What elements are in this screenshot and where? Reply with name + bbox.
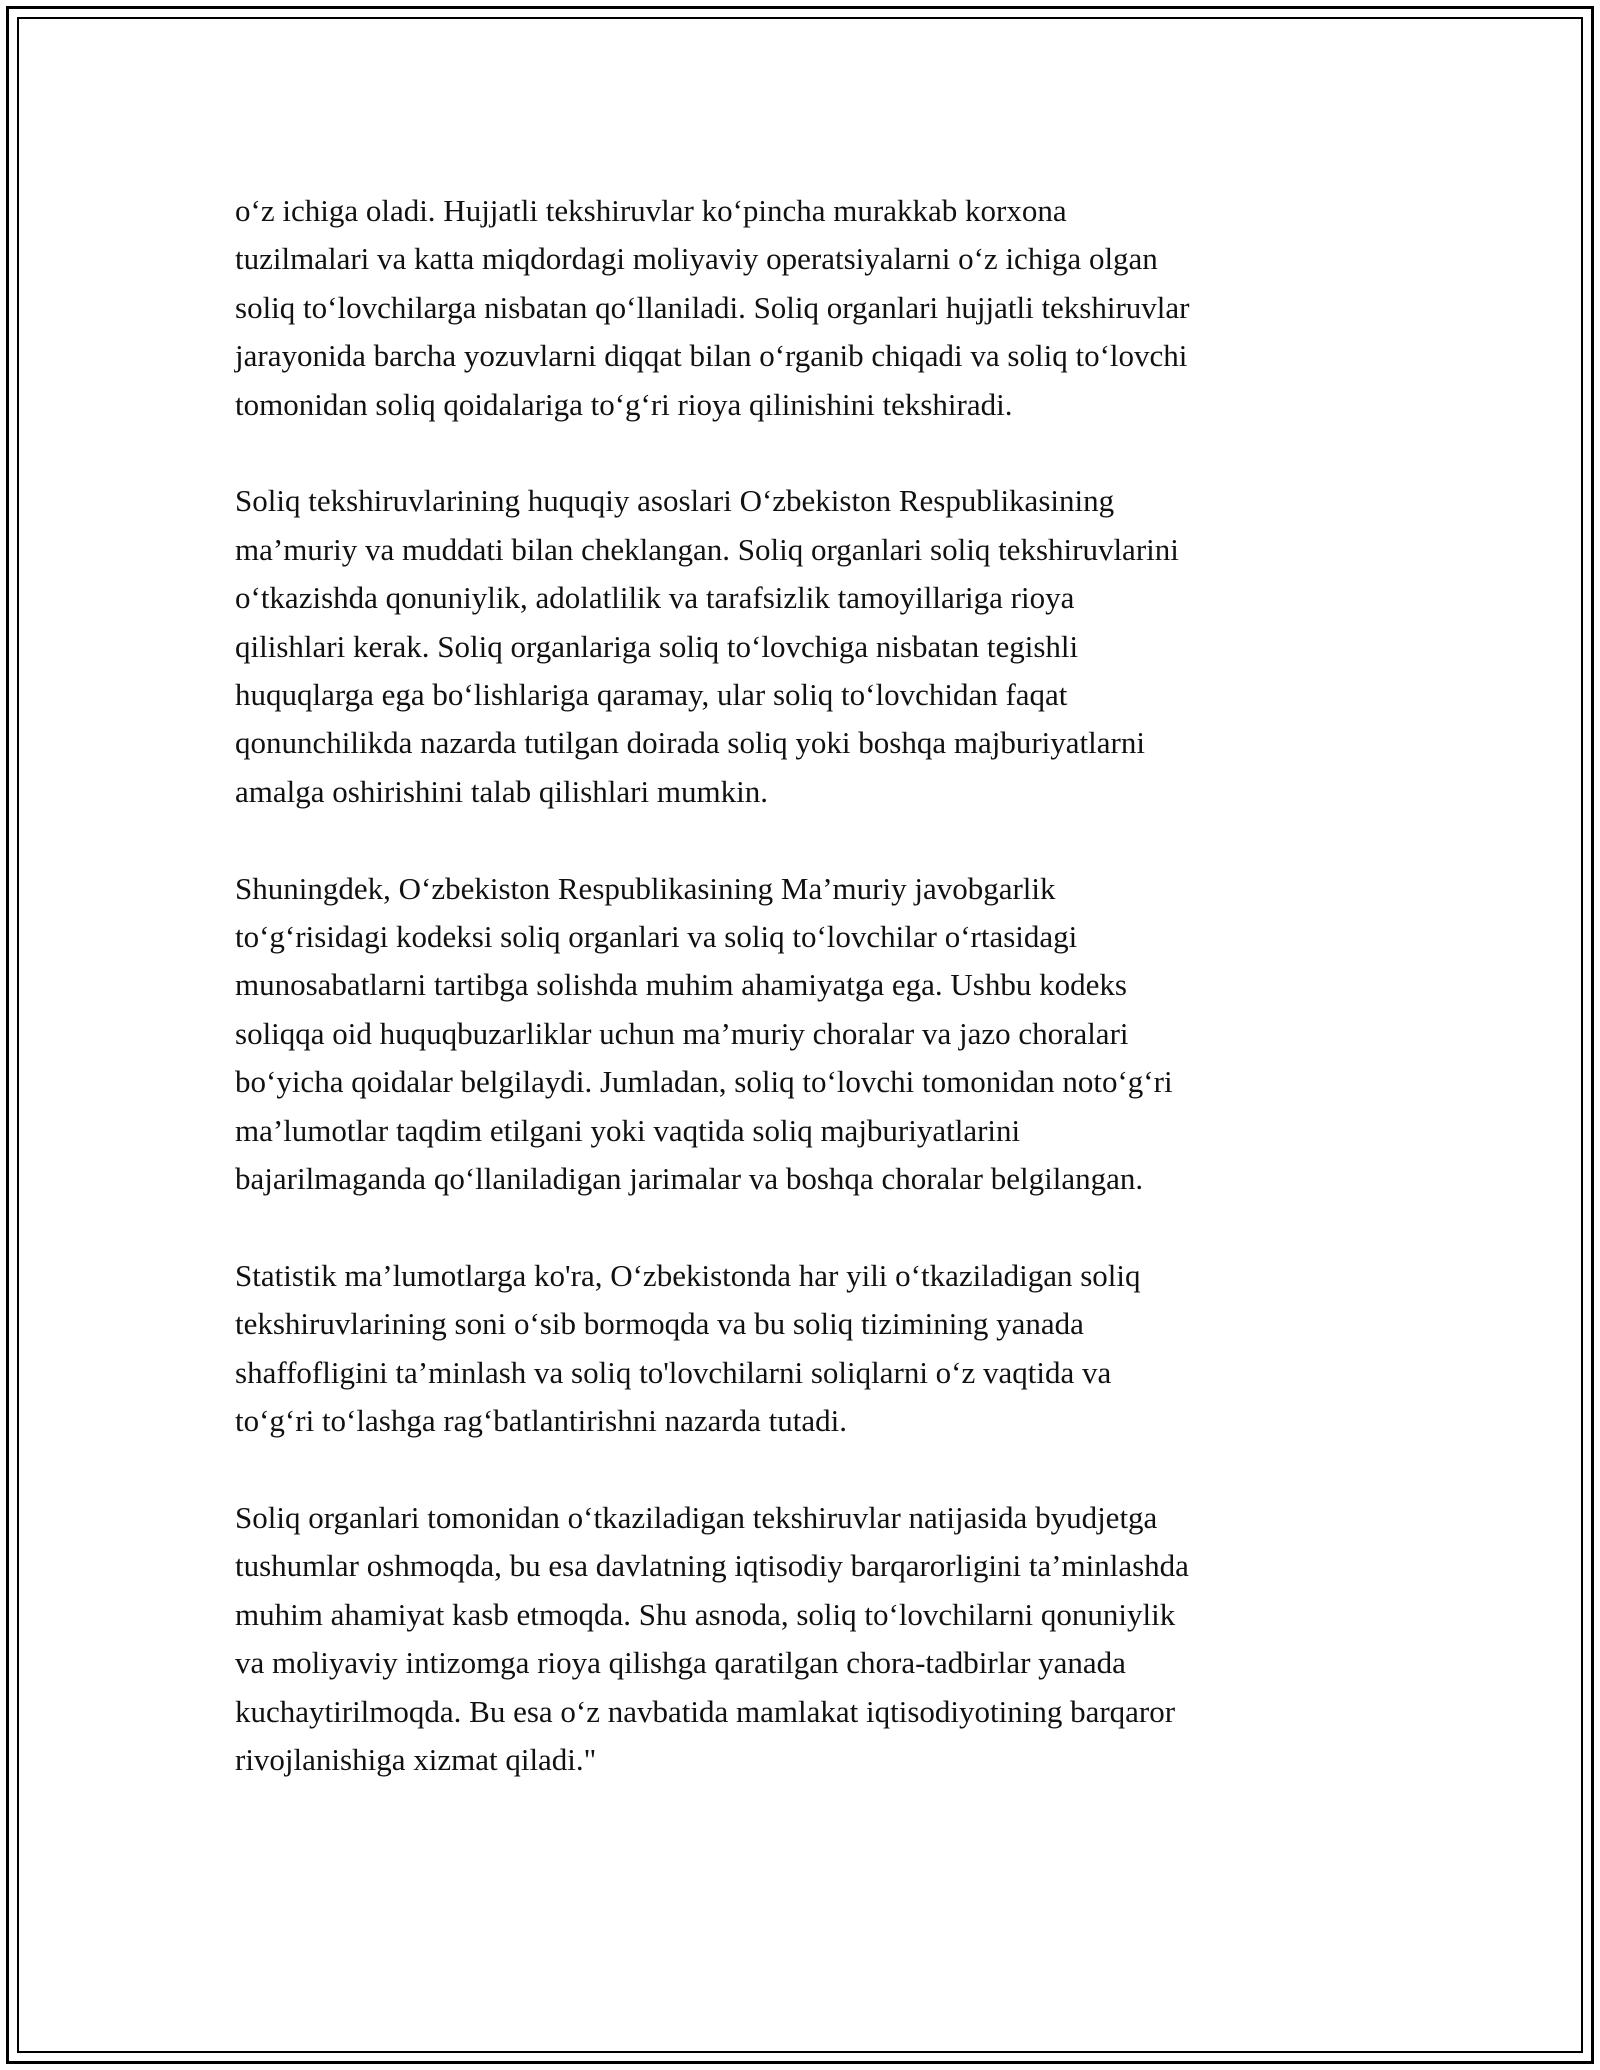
text-line: qonunchilikda nazarda tutilgan doirada soliq yoki boshqa majburiyatlarni <box>235 725 1145 761</box>
text-line: kuchaytirilmoqda. Bu esa o‘z navbatida mamlakat iqtisodiyotining barqaror <box>235 1693 1176 1729</box>
text-line: tekshiruvlarining soni o‘sib bormoqda va bu soliq tizimining yanada <box>235 1306 1084 1342</box>
paragraph-legal-basis <box>235 477 1395 816</box>
text-line: ma’muriy va muddati bilan cheklangan. Soliq organlari soliq tekshiruvlarini <box>235 531 1179 567</box>
text-line: Shuningdek, O‘zbekiston Respublikasining Ma’muriy javobgarlik <box>235 870 1056 906</box>
text-line: qilishlari kerak. Soliq organlariga soliq to‘lovchiga nisbatan tegishli <box>235 628 1079 664</box>
document-body <box>235 187 1395 1833</box>
text-line: bajarilmaganda qo‘llaniladigan jarimalar va boshqa choralar belgilangan. <box>235 1161 1144 1197</box>
text-line: o‘z ichiga oladi. Hujjatli tekshiruvlar ko‘pincha murakkab korxona <box>235 193 1067 228</box>
text-line: ma’lumotlar taqdim etilgani yoki vaqtida soliq majburiyatlarini <box>235 1112 1021 1148</box>
text-line: huquqlarga ega bo‘lishlariga qaramay, ular soliq to‘lovchidan faqat <box>235 677 1068 713</box>
text-line: bo‘yicha qoidalar belgilaydi. Jumladan, soliq to‘lovchi tomonidan noto‘g‘ri <box>235 1064 1173 1100</box>
text-line: to‘g‘ri to‘lashga rag‘batlantirishni nazarda tutadi. <box>235 1403 848 1439</box>
text-line: amalga oshirishini talab qilishlari mumkin. <box>235 773 768 809</box>
text-line: soliq to‘lovchilarga nisbatan qo‘llaniladi. Soliq organlari hujjatli tekshiruvlar <box>235 289 1190 325</box>
text-line: jarayonida barcha yozuvlarni diqqat bilan o‘rganib chiqadi va soliq to‘lovchi <box>235 338 1188 374</box>
paragraph-budget-revenue <box>235 1494 1395 1784</box>
text-line: va moliyaviy intizomga rioya qilishga qaratilgan chora-tadbirlar yanada <box>235 1645 1126 1681</box>
text-line: soliqqa oid huquqbuzarliklar uchun ma’muriy choralar va jazo choralari <box>235 1015 1129 1051</box>
text-line: rivojlanishiga xizmat qiladi." <box>235 1741 597 1777</box>
text-line: o‘tkazishda qonuniylik, adolatlilik va tarafsizlik tamoyillariga rioya <box>235 580 1075 616</box>
text-line: tomonidan soliq qoidalariga to‘g‘ri rioya qilinishini tekshiradi. <box>235 386 1013 422</box>
text-line: shaffofligini ta’minlash va soliq to'lovchilarni soliqlarni o‘z vaqtida va <box>235 1354 1112 1390</box>
paragraph-administrative-code <box>235 865 1395 1204</box>
text-line: tuzilmalari va katta miqdordagi moliyaviy operatsiyalarni o‘z ichiga olgan <box>235 241 1158 277</box>
paragraph-statistics <box>235 1252 1395 1446</box>
text-line: Statistik ma’lumotlarga ko'ra, O‘zbekistonda har yili o‘tkaziladigan soliq <box>235 1257 1141 1293</box>
text-line: tushumlar oshmoqda, bu esa davlatning iqtisodiy barqarorligini ta’minlashda <box>235 1548 1189 1584</box>
text-line: Soliq organlari tomonidan o‘tkaziladigan tekshiruvlar natijasida byudjetga <box>235 1499 1158 1535</box>
paragraph-documentary-audits <box>235 187 1395 429</box>
text-line: Soliq tekshiruvlarining huquqiy asoslari O‘zbekiston Respublikasining <box>235 483 1115 519</box>
text-line: muhim ahamiyat kasb etmoqda. Shu asnoda, soliq to‘lovchilarni qonuniylik <box>235 1596 1176 1632</box>
text-line: to‘g‘risidagi kodeksi soliq organlari va soliq to‘lovchilar o‘rtasidagi <box>235 919 1078 955</box>
text-line: munosabatlarni tartibga solishda muhim ahamiyatga ega. Ushbu kodeks <box>235 967 1127 1003</box>
